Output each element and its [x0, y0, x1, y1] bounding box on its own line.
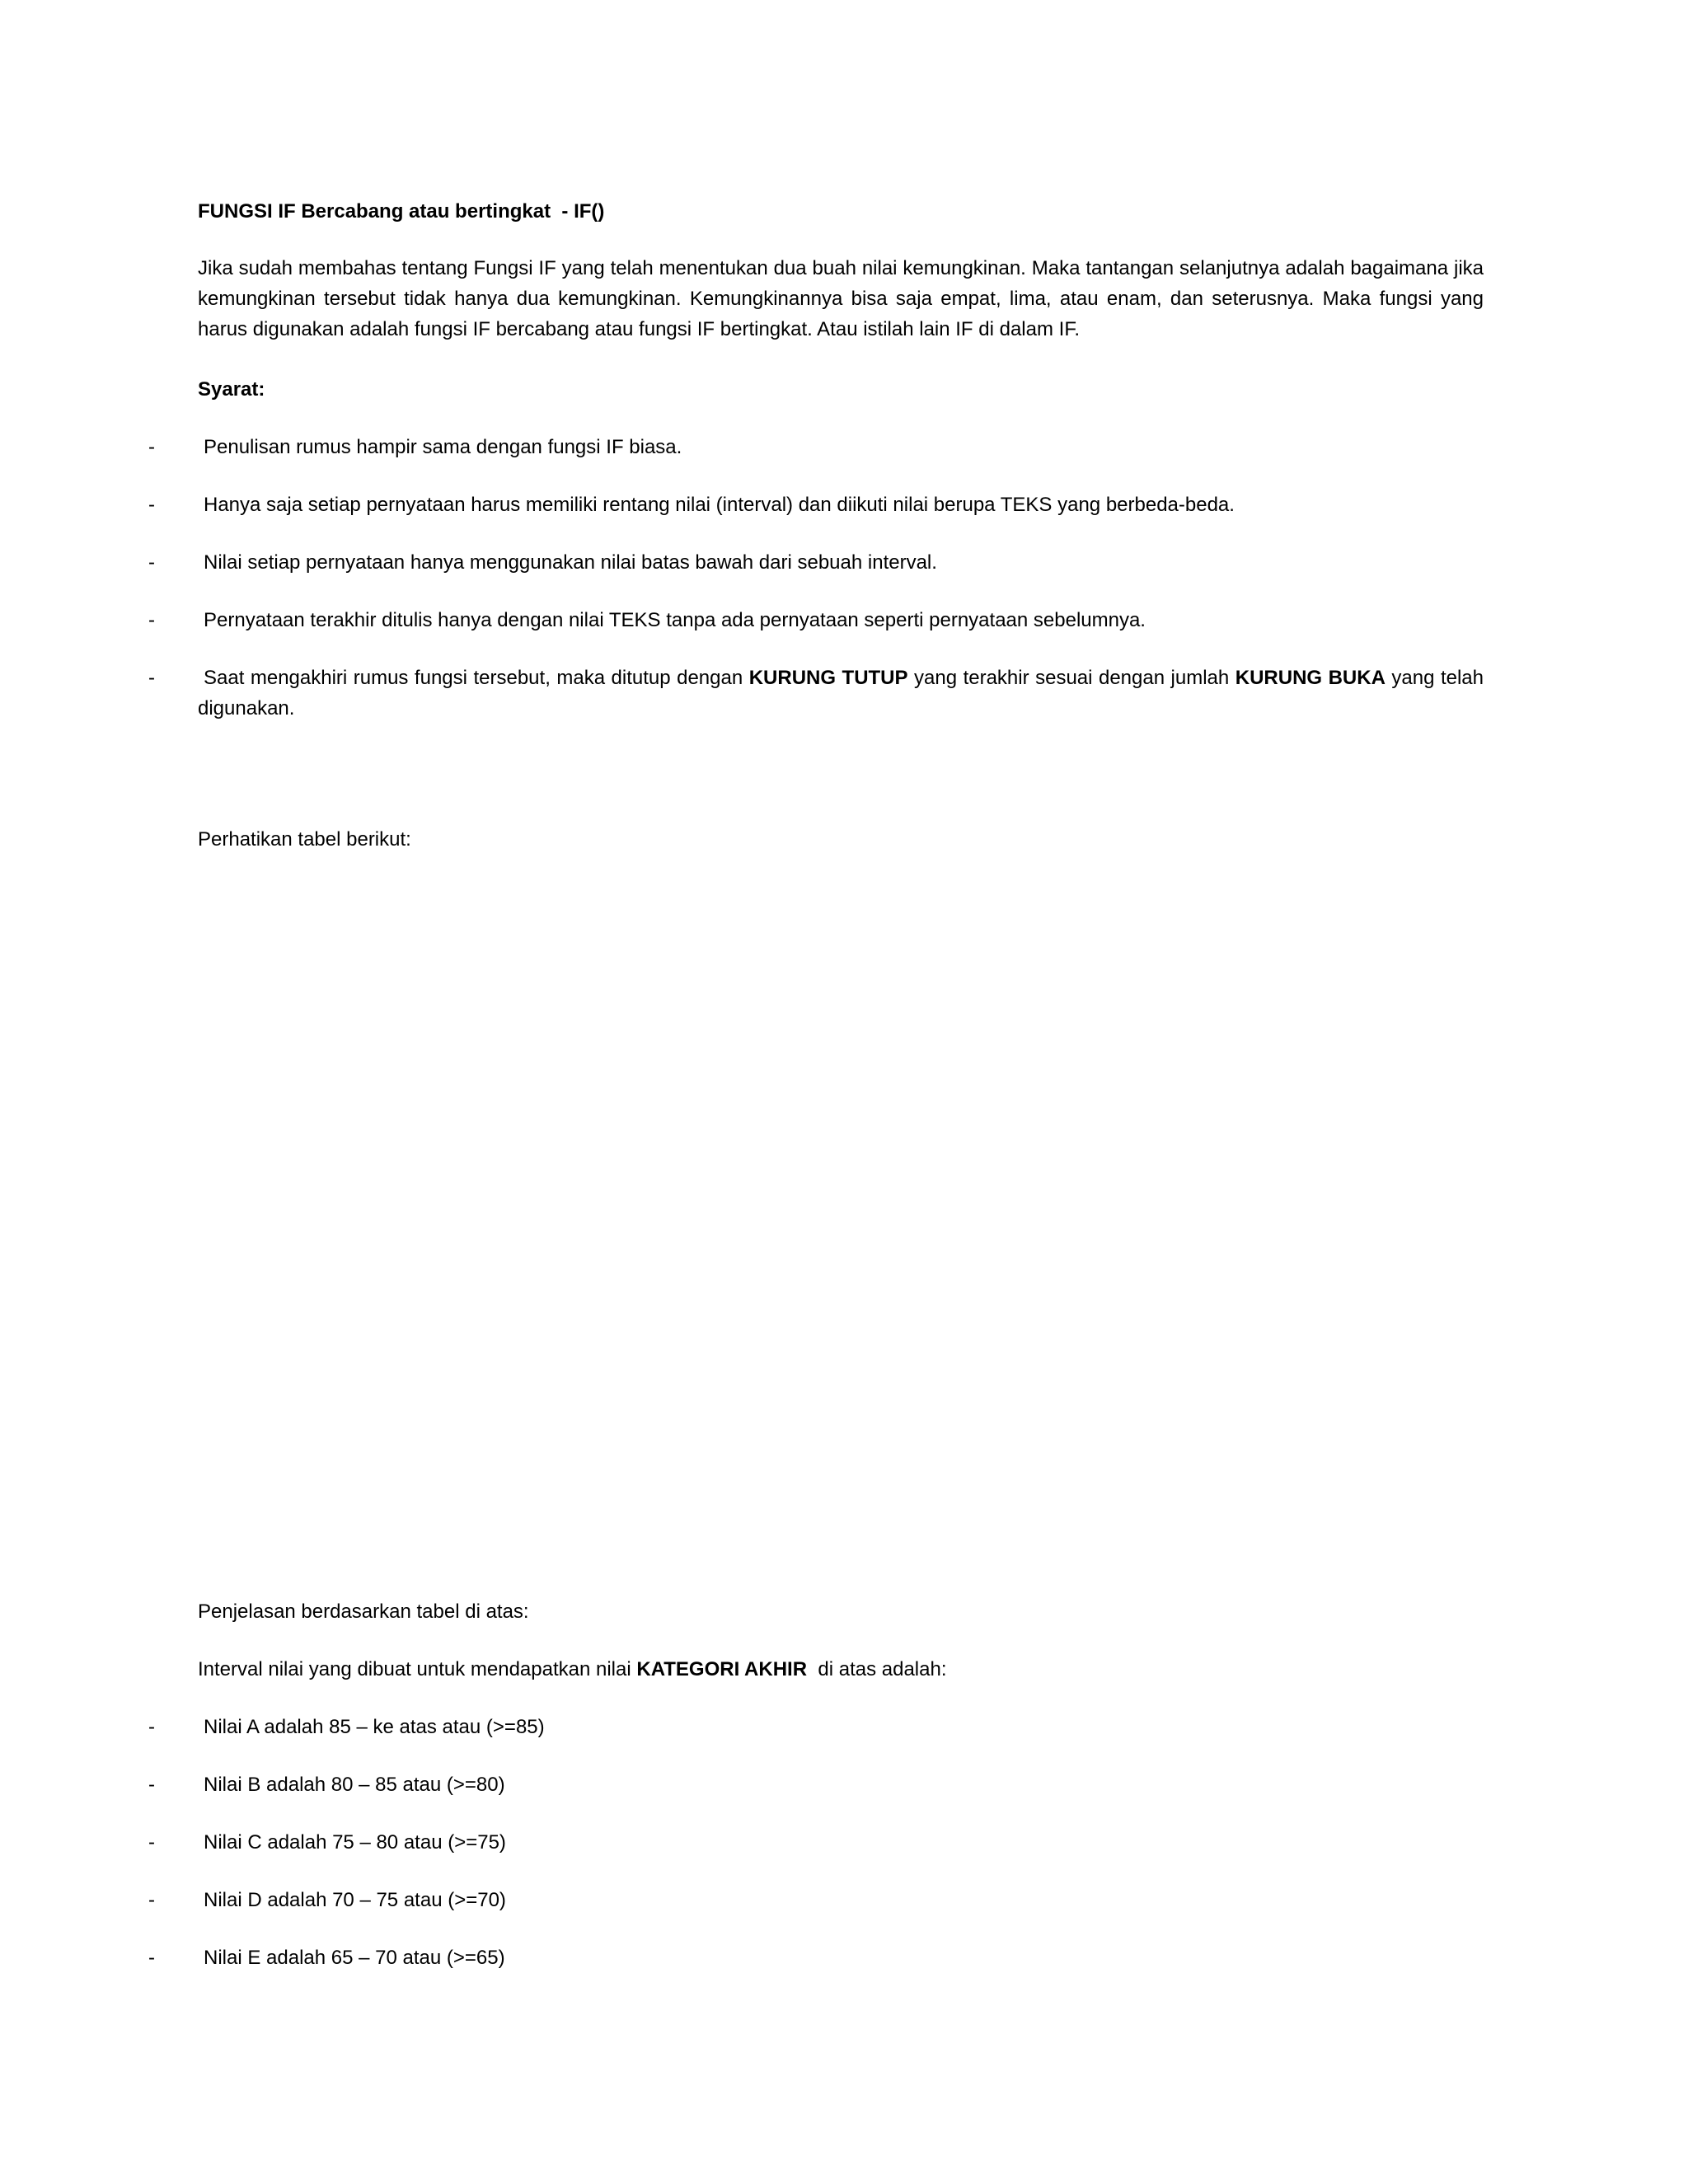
bullet-dash: -: [148, 494, 155, 516]
bullet-dash: -: [148, 436, 155, 458]
list-item: [148, 490, 1484, 520]
bullet-dash: -: [148, 609, 155, 631]
list-item: [148, 1769, 1484, 1800]
list-item: [148, 1712, 1484, 1742]
explain-heading: Penjelasan berdasarkan tabel di atas:: [198, 1601, 529, 1623]
table-note: Perhatikan tabel berikut:: [198, 828, 411, 851]
list-item: [148, 605, 1484, 635]
list-item-text: Penulisan rumus hampir sama dengan fungsi IF biasa.: [204, 436, 682, 458]
bullet-dash: -: [148, 1831, 155, 1854]
list-item-text: Nilai D adalah 70 – 75 atau (>=70): [204, 1889, 506, 1911]
list-item-text: Nilai A adalah 85 – ke atas atau (>=85): [204, 1716, 545, 1738]
list-item-text: Nilai setiap pernyataan hanya menggunakan nilai batas bawah dari sebuah interval.: [204, 551, 937, 574]
interval-intro: Interval nilai yang dibuat untuk mendapatkan nilai KATEGORI AKHIR di atas adalah:: [198, 1658, 947, 1680]
kurung-tutup-term: KURUNG TUTUP: [748, 667, 908, 689]
list-item-text: Saat mengakhiri rumus fungsi tersebut, maka ditutup dengan KURUNG TUTUP yang terakhir sesuai dengan jumlah KURUNG BUKA yang telah digunakan.: [198, 667, 1484, 719]
bullet-dash: -: [148, 1889, 155, 1911]
list-item: [148, 432, 1484, 462]
list-item-text: Hanya saja setiap pernyataan harus memiliki rentang nilai (interval) dan diikuti nilai berupa TEKS yang berbeda-beda.: [204, 494, 1235, 516]
kategori-akhir-term: KATEGORI AKHIR: [636, 1658, 808, 1680]
list-item: [148, 663, 1484, 724]
list-item: [148, 547, 1484, 578]
list-item-text: Pernyataan terakhir ditulis hanya dengan nilai TEKS tanpa ada pernyataan seperti pernyataan sebelumnya.: [204, 609, 1146, 631]
intro-paragraph: Jika sudah membahas tentang Fungsi IF yang telah menentukan dua buah nilai kemungkinan. Maka tantangan selanjutnya adalah bagaimana jika kemungkinan tersebut tidak hanya dua kemungkinan. Kemungkinannya bisa saja empat, lima, atau enam, dan seterusnya. Maka fungsi yang harus digunakan adalah fungsi IF bercabang atau fungsi IF bertingkat. Atau istilah lain IF di dalam IF.: [198, 257, 1484, 340]
bullet-dash: -: [148, 1716, 155, 1738]
list-item: [148, 1827, 1484, 1858]
syarat-heading: Syarat:: [198, 378, 265, 401]
bullet-dash: -: [148, 1947, 155, 1969]
list-item: [148, 1943, 1484, 1973]
list-item-text: Nilai C adalah 75 – 80 atau (>=75): [204, 1831, 506, 1854]
list-item: [148, 1885, 1484, 1915]
bullet-dash: -: [148, 667, 155, 689]
kurung-buka-term: KURUNG BUKA: [1235, 667, 1386, 689]
table-image-placeholder: [198, 874, 1484, 1582]
list-item-text: Nilai E adalah 65 – 70 atau (>=65): [204, 1947, 505, 1969]
bullet-dash: -: [148, 1774, 155, 1796]
bullet-dash: -: [148, 551, 155, 574]
page-title: FUNGSI IF Bercabang atau bertingkat - IF(): [198, 200, 605, 223]
list-item-text: Nilai B adalah 80 – 85 atau (>=80): [204, 1774, 505, 1796]
